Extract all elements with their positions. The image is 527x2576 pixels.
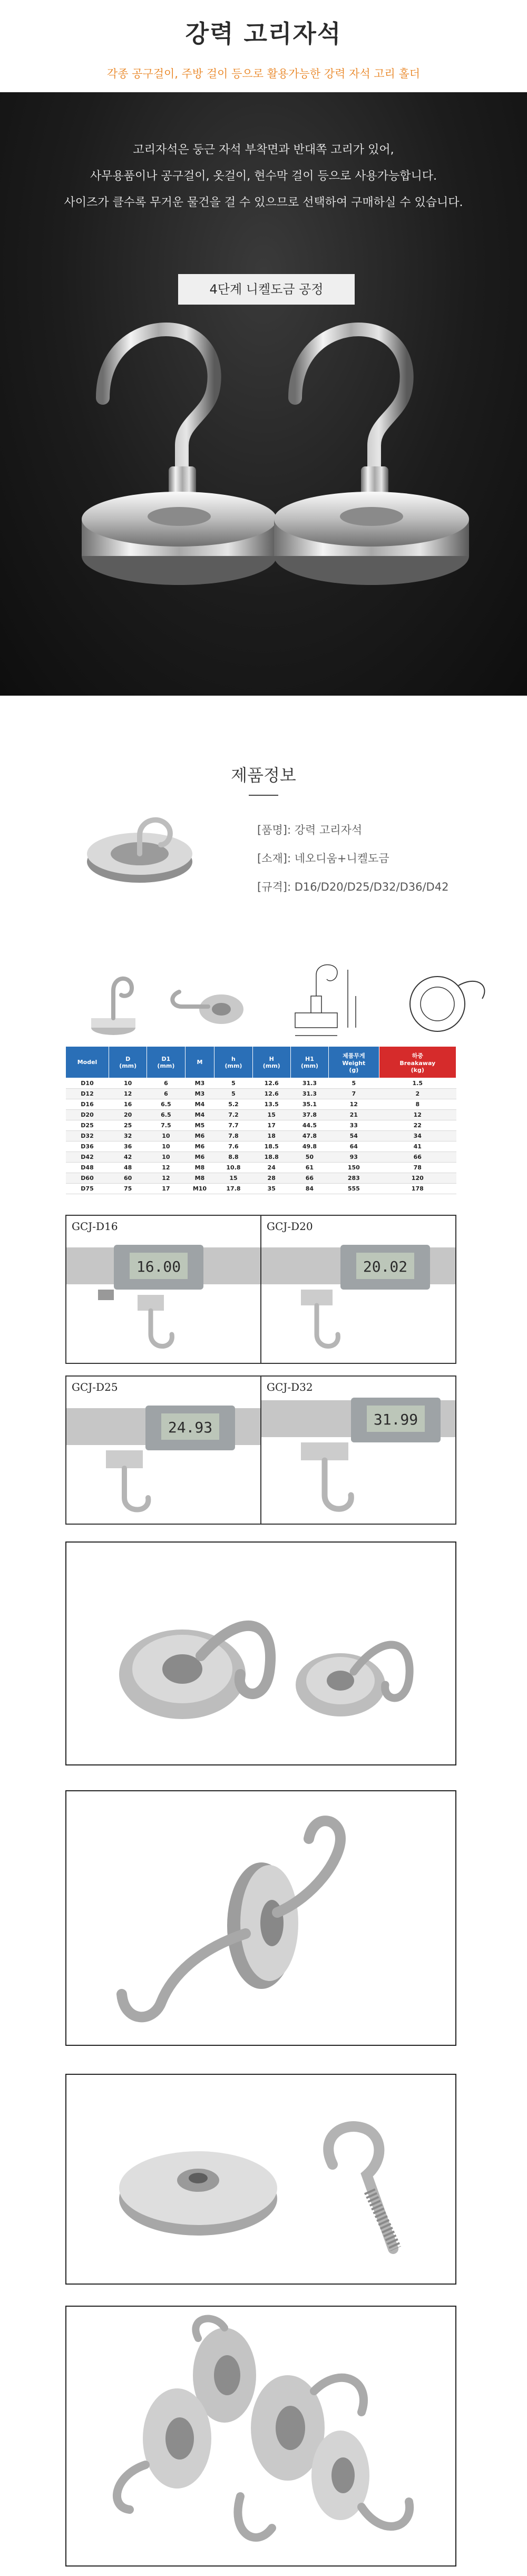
caliper-image: [261, 1377, 456, 1525]
spec-row: [66, 1163, 456, 1173]
spec-header-cell: Model: [66, 1047, 109, 1078]
spec-cell: 66: [379, 1152, 456, 1163]
caliper-reading: 31.99: [373, 1411, 418, 1428]
spec-cell: D10: [66, 1078, 109, 1089]
spec-cell: 28: [252, 1173, 290, 1184]
caliper-reading: 16.00: [136, 1258, 181, 1275]
caliper-photo-d25: [65, 1375, 261, 1525]
spec-row: [66, 1099, 456, 1110]
spec-cell: D20: [66, 1110, 109, 1120]
spec-cell: 54: [329, 1131, 379, 1141]
caliper-image: [261, 1216, 456, 1364]
spec-cell: 66: [290, 1173, 328, 1184]
spec-cell: 8: [379, 1099, 456, 1110]
spec-cell: 50: [290, 1152, 328, 1163]
spec-cell: 10.8: [214, 1163, 252, 1173]
spec-cell: 22: [379, 1120, 456, 1131]
spec-header-cell: M: [185, 1047, 214, 1078]
spec-header-cell: D1 (mm): [147, 1047, 185, 1078]
spec-cell: 47.8: [290, 1131, 328, 1141]
spec-cell: 10: [147, 1141, 185, 1152]
spec-cell: 10: [109, 1078, 147, 1089]
spec-header-cell: H1 (mm): [290, 1047, 328, 1078]
spec-cell: 7.5: [147, 1120, 185, 1131]
spec-cell: 18: [252, 1131, 290, 1141]
page-subtitle: 각종 공구걸이, 주방 걸이 등으로 활용가능한 강력 자석 고리 홀더: [106, 67, 421, 80]
spec-row: [66, 1131, 456, 1141]
caliper-photo-d32: [260, 1375, 456, 1525]
spec-cell: M4: [185, 1099, 214, 1110]
caliper-photo-d20: [260, 1215, 456, 1364]
hero-hook-left: [82, 329, 277, 585]
hero-line-2: 사무용품이나 공구걸이, 옷걸이, 현수막 걸이 등으로 사용가능합니다.: [90, 170, 437, 183]
caliper-reading: 20.02: [363, 1258, 408, 1275]
photo-hook-pile: [66, 2307, 456, 2567]
spec-cell: 12: [329, 1099, 379, 1110]
spec-cell: M8: [185, 1173, 214, 1184]
product-info-image: [74, 798, 211, 888]
product-info-list: [257, 816, 448, 901]
spec-cell: 49.8: [290, 1141, 328, 1152]
spec-cell: 5: [214, 1089, 252, 1099]
spec-cell: 42: [109, 1152, 147, 1163]
spec-cell: 24: [252, 1163, 290, 1173]
spec-cell: 25: [109, 1120, 147, 1131]
spec-cell: 17.8: [214, 1184, 252, 1194]
spec-cell: 120: [379, 1173, 456, 1184]
spec-cell: D42: [66, 1152, 109, 1163]
hero-line-3: 사이즈가 클수록 무거운 물건을 걸 수 있으므로 선택하여 구매하실 수 있습니다.: [64, 196, 463, 209]
spec-cell: 18.8: [252, 1152, 290, 1163]
info-name: [품명]: 강력 고리자석: [257, 824, 363, 836]
spec-cell: M4: [185, 1110, 214, 1120]
caliper-label: GCJ-D20: [267, 1220, 313, 1233]
spec-cell: 93: [329, 1152, 379, 1163]
spec-cell: 64: [329, 1141, 379, 1152]
spec-cell: 35: [252, 1184, 290, 1194]
spec-cell: 75: [109, 1184, 147, 1194]
spec-cell: 7.7: [214, 1120, 252, 1131]
spec-cell: 20: [109, 1110, 147, 1120]
spec-cell: 6: [147, 1078, 185, 1089]
spec-cell: 555: [329, 1184, 379, 1194]
caliper-label: GCJ-D32: [267, 1381, 313, 1393]
spec-cell: 12: [109, 1089, 147, 1099]
spec-cell: 12: [379, 1110, 456, 1120]
caliper-reading: 24.93: [168, 1419, 213, 1436]
hero-section: [0, 92, 527, 696]
diagram-ring-view: [410, 977, 484, 1031]
spec-cell: 35.1: [290, 1099, 328, 1110]
spec-cell: 21: [329, 1110, 379, 1120]
spec-cell: M3: [185, 1089, 214, 1099]
spec-cell: 15: [252, 1110, 290, 1120]
spec-cell: 44.5: [290, 1120, 328, 1131]
product-photo-4: [65, 2306, 456, 2567]
page-title: 강력 고리자석: [185, 19, 342, 48]
spec-cell: 7.8: [214, 1131, 252, 1141]
spec-cell: 78: [379, 1163, 456, 1173]
spec-cell: 5.2: [214, 1099, 252, 1110]
caliper-label: GCJ-D16: [72, 1220, 118, 1233]
product-photo-2: [65, 1790, 456, 2046]
spec-cell: 2: [379, 1089, 456, 1099]
caliper-photo-d16: [65, 1215, 261, 1364]
spec-row: [66, 1110, 456, 1120]
spec-cell: 36: [109, 1141, 147, 1152]
spec-cell: 10: [147, 1131, 185, 1141]
spec-cell: M6: [185, 1141, 214, 1152]
spec-header-cell: H (mm): [252, 1047, 290, 1078]
spec-cell: 48: [109, 1163, 147, 1173]
spec-header-cell: 하중 Breakaway (kg): [379, 1047, 456, 1078]
spec-cell: 61: [290, 1163, 328, 1173]
spec-cell: M8: [185, 1163, 214, 1173]
spec-table-header: [66, 1047, 456, 1078]
spec-cell: 60: [109, 1173, 147, 1184]
spec-header-cell: D (mm): [109, 1047, 147, 1078]
spec-cell: M6: [185, 1131, 214, 1141]
spec-cell: 17: [147, 1184, 185, 1194]
spec-cell: 33: [329, 1120, 379, 1131]
spec-cell: 7.2: [214, 1110, 252, 1120]
spec-cell: 7.6: [214, 1141, 252, 1152]
spec-cell: 7: [329, 1089, 379, 1099]
spec-cell: 5: [329, 1078, 379, 1089]
diagram-hook-side: [172, 992, 243, 1024]
spec-cell: D32: [66, 1131, 109, 1141]
process-badge: 4단계 니켈도금 공정: [178, 274, 355, 305]
spec-row: [66, 1184, 456, 1194]
spec-cell: D60: [66, 1173, 109, 1184]
spec-cell: 6.5: [147, 1099, 185, 1110]
product-photo-3: [65, 2074, 456, 2285]
page-header: [0, 0, 527, 92]
spec-row: [66, 1152, 456, 1163]
spec-cell: 10: [147, 1152, 185, 1163]
photo-hook-side: [66, 1791, 456, 2046]
caliper-label: GCJ-D25: [72, 1381, 118, 1393]
spec-cell: 12: [147, 1173, 185, 1184]
spec-cell: 31.3: [290, 1089, 328, 1099]
spec-cell: D75: [66, 1184, 109, 1194]
spec-cell: D36: [66, 1141, 109, 1152]
diagram-hook-front: [91, 979, 135, 1035]
spec-cell: M3: [185, 1078, 214, 1089]
spec-cell: D12: [66, 1089, 109, 1099]
spec-cell: 37.8: [290, 1110, 328, 1120]
spec-row: [66, 1141, 456, 1152]
spec-cell: D25: [66, 1120, 109, 1131]
spec-cell: 12.6: [252, 1078, 290, 1089]
spec-cell: 16: [109, 1099, 147, 1110]
spec-cell: 1.5: [379, 1078, 456, 1089]
spec-cell: 32: [109, 1131, 147, 1141]
spec-header-cell: 제품무게 Weight (g): [329, 1047, 379, 1078]
photo-hook-parts: [66, 2075, 456, 2285]
product-photo-1: [65, 1541, 456, 1765]
product-info-title: 제품정보: [0, 762, 527, 796]
spec-cell: 34: [379, 1131, 456, 1141]
spec-cell: D16: [66, 1099, 109, 1110]
spec-cell: 18.5: [252, 1141, 290, 1152]
dimension-diagrams: [0, 954, 527, 1043]
hero-hook-right: [274, 329, 469, 585]
spec-row: [66, 1173, 456, 1184]
spec-cell: 12.6: [252, 1089, 290, 1099]
info-size: [규격]: D16/D20/D25/D32/D36/D42: [257, 881, 449, 893]
spec-cell: 31.3: [290, 1078, 328, 1089]
spec-cell: 178: [379, 1184, 456, 1194]
spec-row: [66, 1078, 456, 1089]
hero-line-1: 고리자석은 둥근 자석 부착면과 반대쪽 고리가 있어,: [133, 143, 394, 157]
spec-cell: M6: [185, 1152, 214, 1163]
spec-header-cell: h (mm): [214, 1047, 252, 1078]
spec-cell: 6: [147, 1089, 185, 1099]
spec-cell: D48: [66, 1163, 109, 1173]
caliper-image: [66, 1216, 261, 1364]
spec-cell: 13.5: [252, 1099, 290, 1110]
spec-row: [66, 1120, 456, 1131]
diagram-dimension-drawing: [295, 965, 356, 1036]
caliper-image: [66, 1377, 261, 1525]
spec-cell: 15: [214, 1173, 252, 1184]
hero-description: [0, 92, 527, 216]
hero-hooks-image: [0, 308, 527, 688]
spec-cell: 6.5: [147, 1110, 185, 1120]
spec-cell: M5: [185, 1120, 214, 1131]
spec-cell: M10: [185, 1184, 214, 1194]
spec-cell: 12: [147, 1163, 185, 1173]
spec-cell: 150: [329, 1163, 379, 1173]
spec-table: [65, 1046, 456, 1194]
spec-cell: 84: [290, 1184, 328, 1194]
spec-cell: 283: [329, 1173, 379, 1184]
photo-two-hooks: [66, 1543, 456, 1765]
info-material: [소재]: 네오디움+니켈도금: [257, 852, 389, 865]
spec-row: [66, 1089, 456, 1099]
spec-cell: 17: [252, 1120, 290, 1131]
spec-cell: 8.8: [214, 1152, 252, 1163]
spec-cell: 41: [379, 1141, 456, 1152]
spec-cell: 5: [214, 1078, 252, 1089]
